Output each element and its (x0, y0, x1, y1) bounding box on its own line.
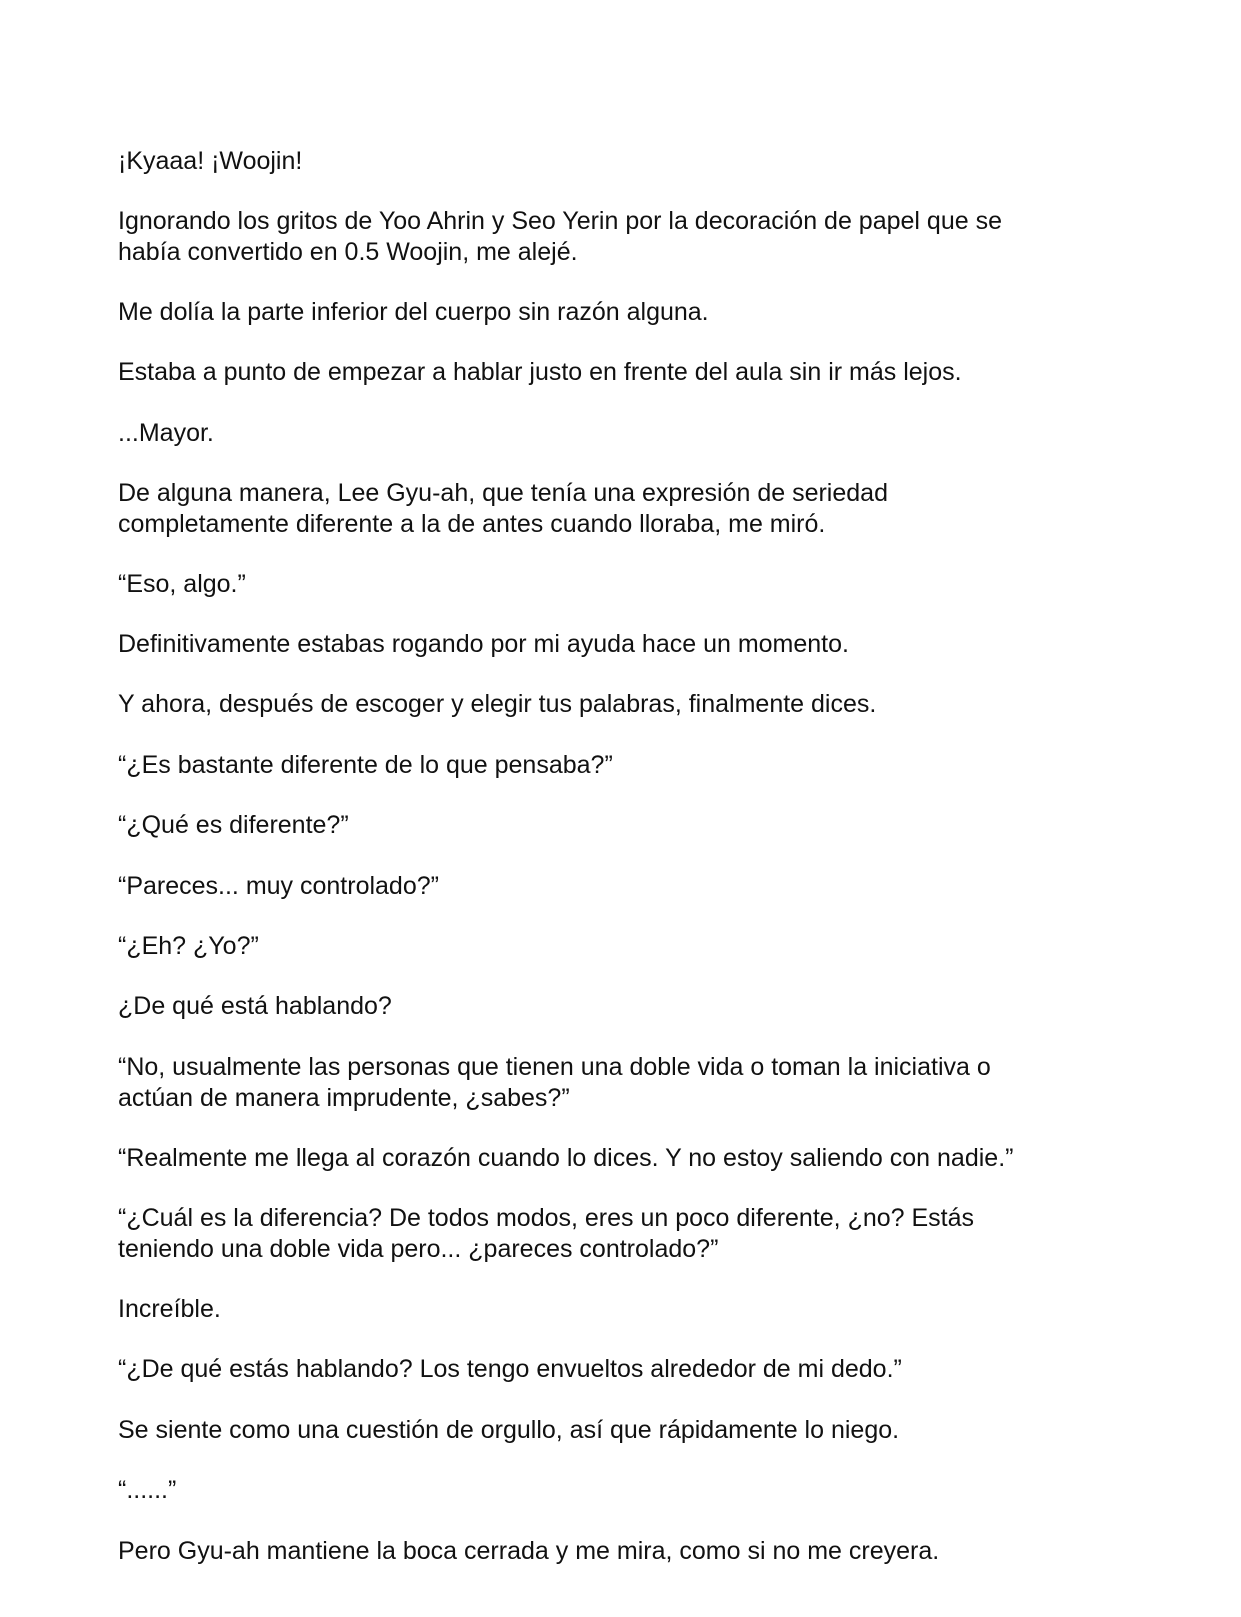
text-line: actúan de manera imprudente, ¿sabes?” (118, 1084, 570, 1112)
paragraph (118, 871, 1128, 902)
paragraph (118, 569, 1128, 600)
paragraph (118, 810, 1128, 841)
text-line: “¿Eh? ¿Yo?” (118, 932, 259, 960)
text-line: Increíble. (118, 1295, 221, 1323)
text-line: Se siente como una cuestión de orgullo, así que rápidamente lo niego. (118, 1416, 900, 1444)
paragraph (118, 297, 1128, 328)
text-line: Pero Gyu-ah mantiene la boca cerrada y me mira, como si no me creyera. (118, 1537, 940, 1565)
paragraph (118, 1415, 1128, 1446)
text-line: “Realmente me llega al corazón cuando lo dices. Y no estoy saliendo con nadie.” (118, 1144, 1014, 1172)
paragraph (118, 357, 1128, 388)
text-line: Ignorando los gritos de Yoo Ahrin y Seo Yerin por la decoración de papel que se (118, 207, 1002, 235)
paragraph (118, 991, 1128, 1022)
paragraph (118, 1475, 1128, 1506)
paragraph (118, 1052, 1128, 1114)
text-line: “Pareces... muy controlado?” (118, 872, 439, 900)
text-line: “¿Qué es diferente?” (118, 811, 349, 839)
text-line: Y ahora, después de escoger y elegir tus palabras, finalmente dices. (118, 690, 877, 718)
text-line: completamente diferente a la de antes cuando lloraba, me miró. (118, 510, 826, 538)
text-line: ...Mayor. (118, 419, 214, 447)
text-line: “No, usualmente las personas que tienen una doble vida o toman la iniciativa o (118, 1053, 991, 1081)
text-line: “Eso, algo.” (118, 570, 246, 598)
paragraph (118, 750, 1128, 781)
text-line: “¿Es bastante diferente de lo que pensaba?” (118, 751, 613, 779)
paragraph (118, 478, 1128, 540)
text-line: Definitivamente estabas rogando por mi ayuda hace un momento. (118, 630, 849, 658)
paragraph (118, 629, 1128, 660)
text-line: Me dolía la parte inferior del cuerpo sin razón alguna. (118, 298, 709, 326)
paragraph (118, 931, 1128, 962)
text-line: ¡Kyaaa! ¡Woojin! (118, 147, 303, 175)
paragraph (118, 418, 1128, 449)
text-line: “¿De qué estás hablando? Los tengo envueltos alrededor de mi dedo.” (118, 1355, 902, 1383)
text-line: Estaba a punto de empezar a hablar justo en frente del aula sin ir más lejos. (118, 358, 962, 386)
text-line: teniendo una doble vida pero... ¿pareces controlado?” (118, 1235, 719, 1263)
paragraph (118, 1143, 1128, 1174)
paragraph (118, 1294, 1128, 1325)
text-line: ¿De qué está hablando? (118, 992, 392, 1020)
paragraph (118, 206, 1128, 268)
text-line: De alguna manera, Lee Gyu-ah, que tenía una expresión de seriedad (118, 479, 888, 507)
paragraph (118, 146, 1128, 177)
paragraph (118, 1354, 1128, 1385)
text-line: “¿Cuál es la diferencia? De todos modos, eres un poco diferente, ¿no? Estás (118, 1204, 975, 1232)
paragraph (118, 1536, 1128, 1567)
paragraph (118, 689, 1128, 720)
text-line: había convertido en 0.5 Woojin, me alejé. (118, 238, 578, 266)
text-line: “......” (118, 1476, 177, 1504)
paragraph (118, 1203, 1128, 1265)
